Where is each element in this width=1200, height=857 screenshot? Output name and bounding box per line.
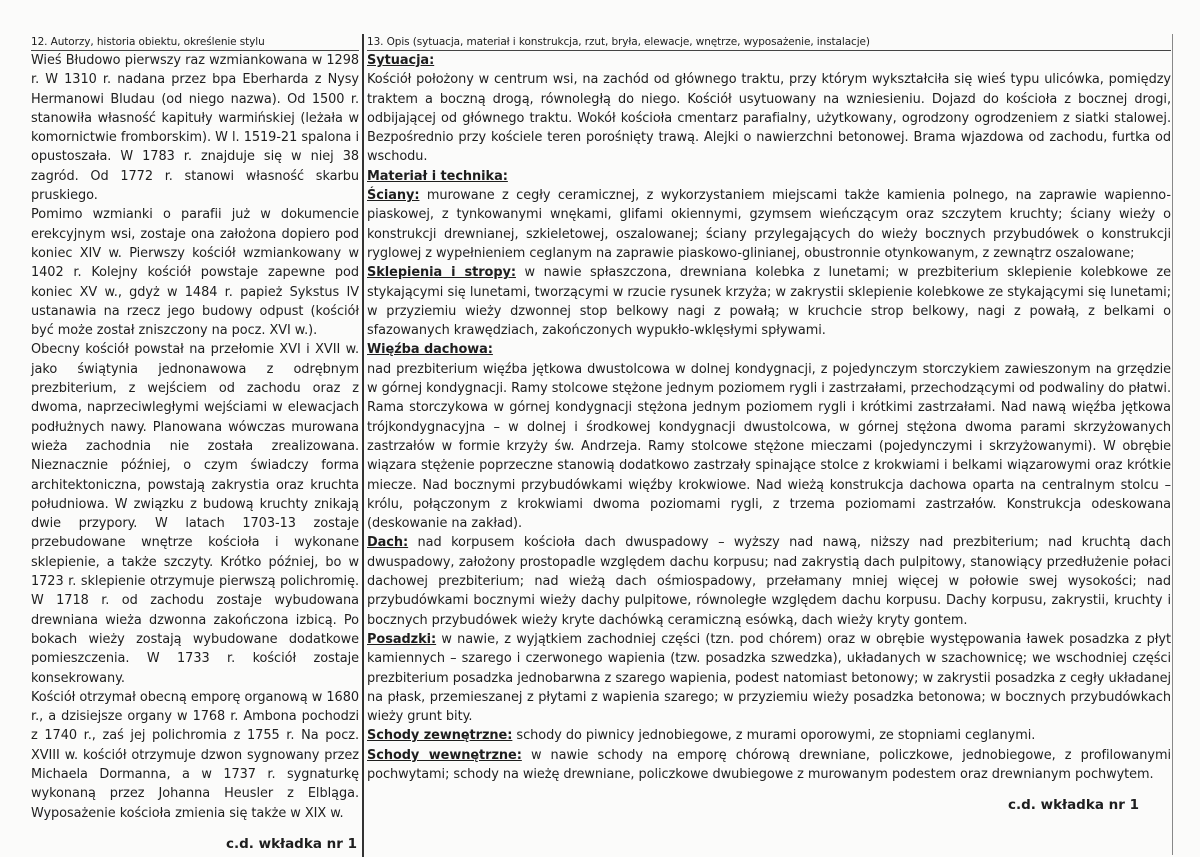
item-label: Ściany: bbox=[367, 188, 420, 204]
material-items bbox=[367, 186, 1171, 784]
history-paragraph: Wieś Błudowo pierwszy raz wzmiankowana w 1298 r. W 1310 r. nadana przez bpa Eberharda z Nysy Hermanowi Bludau (od niego nazwa). Od 1500 r. stanowiła własność kapituły warmińskiej (leżała w komornictwie fromborskim). W l. 1519-21 spalona i opustoszała. W 1783 r. znajduje się w niej 38 zagród. Od 1772 r. stanowi własność skarbu pruskiego. bbox=[31, 53, 359, 204]
item-text: w nawie, z wyjątkiem zachodniej części (tzn. pod chórem) oraz w obrębie występowania ławek posadzka z płyt kamiennych – szarego i czerwonego wapienia (tzw. posadzka szwedzka), układanych w szachownicę; we wschodniej części prezbiterium posadzka jednobarwna z szarego wapienia, podest natomiast betonowy; w zakrystii posadzka z cegły układanej na płask, przemieszanej z płytami z wapienia szarego; w przyziemiu wieży posadzka betonowa; w bocznych przybudówkach wieży grunt bity. bbox=[367, 631, 1171, 725]
situation-title: Sytuacja: bbox=[367, 53, 435, 68]
description-continuation: c.d. wkładka nr 1 bbox=[1007, 797, 1139, 814]
item-text: murowane z cegły ceramicznej, z wykorzystaniem miejscami także kamienia polnego, na zaprawie wapienno-piaskowej, z tynkowanymi wnękami, glifami okiennymi, gzymsem wieńczącym oraz szczytem kruchty; ściany wieży o konstrukcji drewnianej, szkieletowej, oszalowanej; ściany przylegających do wieży bocznych przybudówek o konstrukcji ryglowej z wypełnieniem ceglanym na zaprawie piaskowo-glinianej, obustronnie otynkowanym, z zewnątrz oszalowane; bbox=[367, 188, 1171, 261]
item-text: schody do piwnicy jednobiegowe, z murami oporowymi, ze stopniami ceglanymi. bbox=[512, 728, 1036, 744]
item-label: Schody wewnętrzne: bbox=[367, 747, 522, 763]
item-text: w nawie schody na emporę chórową drewniane, policzkowe, jednobiegowe, z profilowanymi pochwytami; schody na wieżę drewniane, policzkowe dwubiegowe z murowanym podestem oraz drewnianym pochwytem. bbox=[367, 747, 1171, 782]
history-body bbox=[31, 51, 359, 823]
description-item bbox=[367, 263, 1171, 340]
history-paragraph: Pomimo wzmianki o parafii już w dokumencie erekcyjnym wsi, zostaje ona założona dopiero pod koniec XIV w. Pierwszy kościół wzmiankowany w 1402 r. Kolejny kościół powstaje zapewne pod koniec XV w., gdyż w 1484 r. papież Sykstus IV ustanawia na rzecz jego budowy odpust (kościół być może został zniszczony na pocz. XVI w.). bbox=[31, 207, 359, 339]
description-item bbox=[367, 726, 1171, 745]
situation-text: Kościół położony w centrum wsi, na zachód od głównego traktu, przy którym wykształciła się wieś typu ulicówka, pomiędzy traktem a boczną drogą, równoległą do niego. Kościół usytuowany na wzniesieniu. Dojazd do kościoła z bocznej drogi, odbijającej od głównego traktu. Wokół kościoła cmentarz parafialny, użytkowany, ogrodzony ogrodzeniem z siatki stalowej. Bezpośrednio przy kościele teren porośnięty trawą. Alejki o nawierzchni betonowej. Brama wjazdowa od zachodu, furtka od wschodu. bbox=[367, 72, 1171, 165]
history-paragraph: Obecny kościół powstał na przełomie XVI i XVII w. jako świątynia jednonawowa z odrębnym prezbiterium, z wejściem od zachodu oraz z dwoma, naprzeciwległymi wejściami w elewacjach podłużnych nawy. Planowana wówczas murowana wieża zachodnia nie została zrealizowana. Nieznacznie później, o czym świadczy forma architektoniczna, powstają zakrystia oraz kruchta południowa. W związku z budową kruchty znikają dwie przypory. W latach 1703-13 zostaje przebudowane wnętrze kościoła i wykonane sklepienie, a także szczyty. Krótko później, bo w 1723 r. sklepienie otrzymuje pierwszą polichromię. W 1718 r. od zachodu zostaje wybudowana drewniana wieża dzwonna zakończona izbicą. Po bokach wieży zostają wybudowane dodatkowe pomieszczenia. W 1733 r. kościół zostaje konsekrowany. bbox=[31, 342, 359, 686]
history-paragraph: Kościół otrzymał obecną emporę organową w 1680 r., a dzisiejsze organy w 1768 r. Ambona pochodzi z 1740 r., zaś jej polichromia z 1755 r. Na pocz. XVIII w. kościół otrzymuje dzwon sygnowany przez Michaela Dormanna, a w 1737 r. sygnaturkę wykonaną przez Johanna Heusler z Elbląga. Wyposażenie kościoła zmienia się także w XIX w. bbox=[31, 689, 359, 821]
description-item bbox=[367, 630, 1171, 726]
item-text: w nawie spłaszczona, drewniana kolebka z lunetami; w prezbiterium sklepienie kolebkowe ze stykającymi się lunetami, tworzącymi w rzucie rysunek krzyża; w zakrystii sklepienie kolebkowe ze stykającymi się lunetami; w przyziemiu wieży dzwonnej stop belkowy nagi z powałą; w kruchcie strop belkowy, nagi z powałą, z belkami o sfazowanych krawędziach, zakończonych wypukło-wklęsłymi spływami. bbox=[367, 265, 1172, 339]
description-item bbox=[367, 186, 1171, 263]
item-text: nad korpusem kościoła dach dwuspadowy – wyższy nad nawą, niższy nad prezbiterium; nad kruchtą dach dwuspadowy, założony prostopadle względem dachu korpusu; nad zakrystią dach pulpitowy, stanowiący przedłużenie połaci dachowej prezbiterium; nad wieżą dach ośmiospadowy, przełamany mniej więcej w połowie swej wysokości; nad przybudówkami bocznymi wieży dachy pulpitowe, równoległe względem dachu korpusu. Dachy korpusu, zakrystii, kruchty i bocznych przybudówek wieży kryte dachówką ceramiczną esówką, dach wieży kryty gontem. bbox=[367, 535, 1171, 628]
history-header: 12. Autorzy, historia obiektu, określenie stylu bbox=[31, 36, 359, 51]
column-divider bbox=[362, 34, 364, 857]
description-item bbox=[367, 746, 1171, 785]
history-column bbox=[31, 36, 359, 853]
item-label: Posadzki: bbox=[367, 631, 437, 647]
item-label: Sklepienia i stropy: bbox=[367, 265, 516, 281]
description-item bbox=[367, 533, 1171, 629]
description-header: 13. Opis (sytuacja, materiał i konstrukcja, rzut, bryła, elewacje, wnętrze, wyposażenie, instalacje) bbox=[367, 36, 1171, 51]
item-label: Dach: bbox=[367, 535, 409, 551]
description-body bbox=[367, 51, 1171, 784]
item-label: Schody zewnętrzne: bbox=[367, 728, 513, 744]
description-column bbox=[367, 36, 1171, 814]
material-title: Materiał i technika: bbox=[367, 168, 508, 184]
description-item bbox=[367, 340, 1171, 533]
history-continuation: c.d. wkładka nr 1 bbox=[225, 835, 357, 852]
item-text: nad prezbiterium więźba jętkowa dwustolcowa w dolnej kondygnacji, z pojedynczym storczykiem zawieszonym na grzędzie w górnej kondygnacji. Ramy stolcowe stężone jednym poziomem rygli i zastrzałami, przechodzącymi od podwaliny do płatwi. Rama storczykowa w górnej kondygnacji stężona jednym poziomem rygli i krótkimi zastrzałami. Nad nawą więźba jętkowa trójkondygnacyjna – w dolnej i środkowej kondygnacji dwustolcowa, w górnej stężona dwoma parami skrzyżowanych zastrzałów w formie krzyży św. Andrzeja. Ramy stolcowe stężone mieczami (pojedynczymi i skrzyżowanymi). W obrębie wiązara stężenie poprzeczne stanowią dodatkowo zastrzały spinające stolce z krokwiami i belkami wiązarowymi oraz krótkie miecze. Nad bocznymi przybudówkami więźby krokwiowe. Nad wieżą konstrukcja dachowa oparta na centralnym stolcu – królu, połączonym z krokwiami dwoma poziomami rygli, z trzema poziomami zastrzałów. Konstrukcja odeskowana (deskowanie na zakład). bbox=[367, 361, 1171, 532]
item-label: Więźba dachowa: bbox=[367, 342, 493, 358]
